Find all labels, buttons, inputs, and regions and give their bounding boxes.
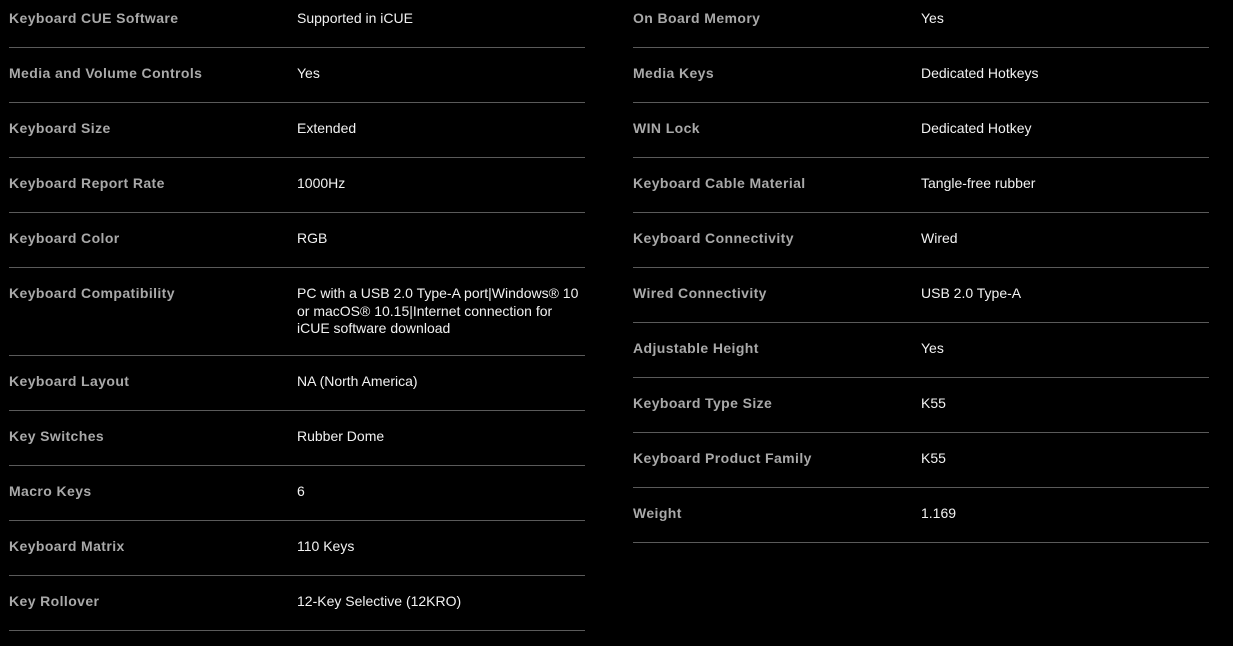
spec-row-cue-software bbox=[9, 0, 585, 48]
spec-label: Key Rollover bbox=[9, 593, 100, 609]
spec-row-wired-connectivity bbox=[633, 268, 1209, 323]
spec-row-cable-material bbox=[633, 158, 1209, 213]
spec-row-report-rate bbox=[9, 158, 585, 213]
spec-row-media-keys bbox=[633, 48, 1209, 103]
spec-row-win-lock bbox=[633, 103, 1209, 158]
spec-label: Keyboard Color bbox=[9, 230, 120, 246]
spec-label: On Board Memory bbox=[633, 10, 761, 26]
spec-label: Keyboard Size bbox=[9, 120, 111, 136]
spec-value: NA (North America) bbox=[297, 373, 418, 389]
spec-value: Dedicated Hotkeys bbox=[921, 65, 1039, 81]
spec-value: Wired bbox=[921, 230, 958, 246]
spec-value: Supported in iCUE bbox=[297, 10, 413, 26]
spec-value: K55 bbox=[921, 395, 946, 411]
spec-label: Keyboard Report Rate bbox=[9, 175, 165, 191]
spec-row-keyboard-connectivity bbox=[633, 213, 1209, 268]
spec-label: Keyboard Type Size bbox=[633, 395, 773, 411]
spec-value: 1000Hz bbox=[297, 175, 346, 191]
spec-row-key-switches bbox=[9, 411, 585, 466]
spec-row-keyboard-color bbox=[9, 213, 585, 268]
spec-value: Yes bbox=[921, 10, 944, 26]
spec-value: Tangle-free rubber bbox=[921, 175, 1036, 191]
spec-row-adjustable-height bbox=[633, 323, 1209, 378]
spec-value: Extended bbox=[297, 120, 357, 136]
spec-label: Macro Keys bbox=[9, 483, 92, 499]
spec-label: Keyboard Layout bbox=[9, 373, 130, 389]
spec-value: PC with a USB 2.0 Type-A port|Windows® 10 or macOS® 10.15|Internet connection for iCUE software download bbox=[297, 285, 579, 336]
spec-label: Keyboard Cable Material bbox=[633, 175, 806, 191]
spec-label: Keyboard Connectivity bbox=[633, 230, 794, 246]
spec-value: 6 bbox=[297, 483, 305, 499]
spec-row-compatibility bbox=[9, 268, 585, 356]
spec-table-right bbox=[633, 0, 1209, 543]
spec-label: Keyboard Matrix bbox=[9, 538, 125, 554]
spec-value: 1.169 bbox=[921, 505, 957, 521]
spec-label: Keyboard Compatibility bbox=[9, 285, 175, 301]
spec-label: Media and Volume Controls bbox=[9, 65, 203, 81]
spec-row-keyboard-size bbox=[9, 103, 585, 158]
spec-row-on-board-memory bbox=[633, 0, 1209, 48]
spec-label: Keyboard CUE Software bbox=[9, 10, 179, 26]
spec-label: Weight bbox=[633, 505, 682, 521]
spec-value: Yes bbox=[921, 340, 944, 356]
spec-value: K55 bbox=[921, 450, 946, 466]
spec-value: Yes bbox=[297, 65, 320, 81]
spec-value: USB 2.0 Type-A bbox=[921, 285, 1022, 301]
spec-label: Key Switches bbox=[9, 428, 105, 444]
spec-label: Media Keys bbox=[633, 65, 715, 81]
spec-value: 110 Keys bbox=[297, 538, 355, 554]
spec-row-media-volume-controls bbox=[9, 48, 585, 103]
spec-table-left bbox=[9, 0, 585, 631]
spec-row-product-family bbox=[633, 433, 1209, 488]
spec-label: Wired Connectivity bbox=[633, 285, 767, 301]
spec-row-type-size bbox=[633, 378, 1209, 433]
spec-value: RGB bbox=[297, 230, 328, 246]
spec-value: Rubber Dome bbox=[297, 428, 385, 444]
spec-label: Adjustable Height bbox=[633, 340, 759, 356]
spec-value: 12-Key Selective (12KRO) bbox=[297, 593, 462, 609]
spec-row-keyboard-matrix bbox=[9, 521, 585, 576]
spec-label: Keyboard Product Family bbox=[633, 450, 812, 466]
spec-row-macro-keys bbox=[9, 466, 585, 521]
spec-row-weight bbox=[633, 488, 1209, 543]
spec-label: WIN Lock bbox=[633, 120, 700, 136]
spec-row-keyboard-layout bbox=[9, 356, 585, 411]
spec-value: Dedicated Hotkey bbox=[921, 120, 1032, 136]
spec-row-key-rollover bbox=[9, 576, 585, 631]
